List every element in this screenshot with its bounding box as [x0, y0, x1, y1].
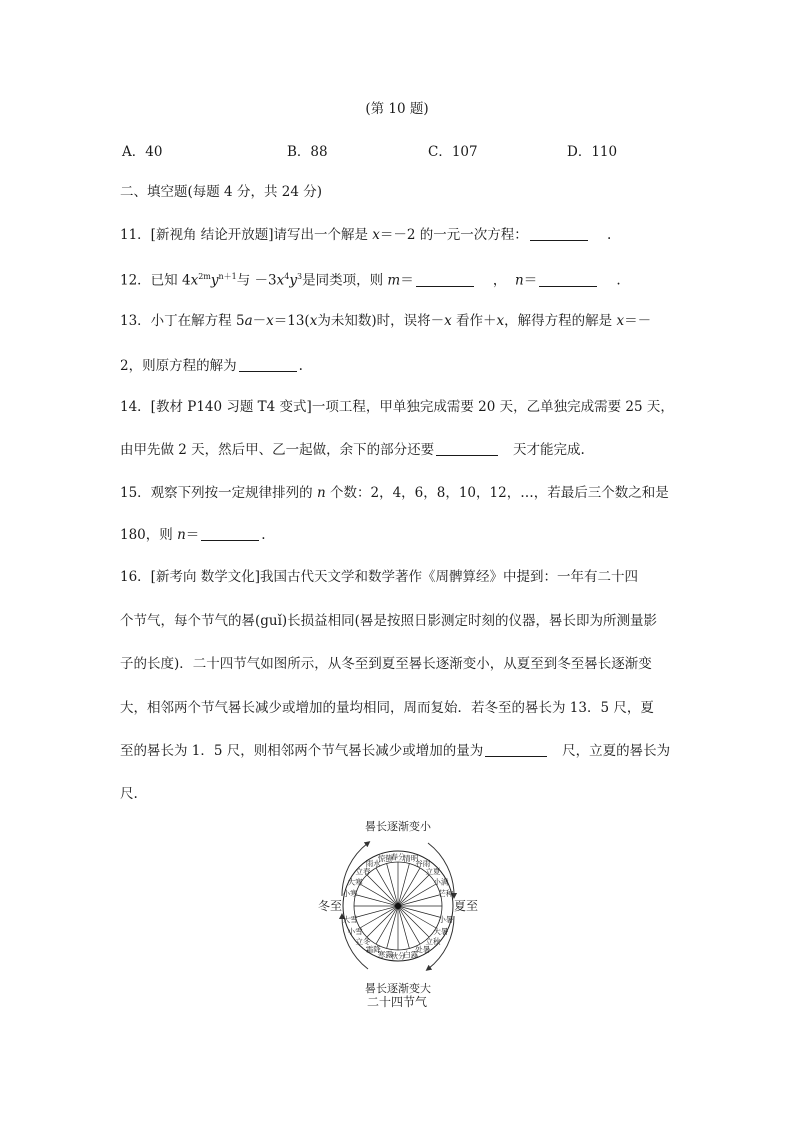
solar-term-label: 小雪 [347, 926, 363, 936]
answer-blank [485, 742, 547, 757]
question-15-line-1: 15．观察下列按一定规律排列的 n 个数：2，4，6，8，10，12，…，若最后三个数之和是 [120, 485, 669, 501]
figure-caption-q10: (第 10 题) [365, 101, 429, 117]
question-14-line-2: 由甲先做 2 天，然后甲、乙一起做，余下的部分还要 天才能完成. [120, 442, 585, 458]
question-11: 11．[新视角 结论开放题]请写出一个解是 x＝－2 的一元一次方程： . [120, 227, 612, 243]
spoke [355, 906, 398, 917]
solar-term-label: 寒露 [377, 949, 393, 959]
solar-term-label: 大暑 [433, 926, 449, 936]
question-16-line-6: 尺. [120, 786, 138, 802]
question-14-line-1: 14．[教材 P140 习题 T4 变式]一项工程，甲单独完成需要 20 天，乙单独完成需要 25 天， [120, 399, 674, 415]
section-title: 二、填空题(每题 4 分，共 24 分) [120, 184, 322, 200]
spoke [387, 906, 398, 949]
question-13-line-1: 13．小丁在解方程 5a－x＝13(x为未知数)时，误将－x 看作＋x，解得方程的解是 x＝－ [120, 313, 652, 329]
solar-term-label: 芒种 [438, 889, 454, 899]
solar-term-label: 立秋 [425, 937, 441, 947]
answer-blank [436, 441, 498, 456]
question-16-line-5: 至的晷长为 1．5 尺，则相邻两个节气晷长减少或增加的量为 尺，立夏的晷长为 [120, 743, 671, 759]
spoke [387, 863, 398, 906]
question-16-line-1: 16．[新考向 数学文化]我国古代天文学和数学著作《周髀算经》中提到：一年有二十四 [120, 569, 639, 585]
diagram-bottom-label: 晷长逐渐变大 [365, 982, 431, 994]
center-dot [395, 903, 401, 909]
diagram-top-label: 晷长逐渐变小 [365, 820, 431, 833]
solar-term-label: 小满 [433, 877, 449, 887]
solar-term-label: 立春 [355, 866, 371, 876]
solar-term-label: 大寒 [347, 877, 363, 887]
answer-blank [239, 357, 297, 372]
option-b: B．88 [287, 144, 328, 160]
answer-blank [416, 272, 474, 287]
question-16-line-2: 个节气，每个节气的晷(guǐ)长损益相同(晷是按照日影测定时刻的仪器，晷长即为所测量影 [120, 613, 657, 629]
option-d: D．110 [567, 144, 618, 160]
question-15-line-2: 180，则 n＝ . [120, 527, 266, 543]
answer-blank [201, 526, 259, 541]
spoke [398, 895, 441, 906]
answer-blank [539, 272, 597, 287]
option-c: C．107 [428, 144, 478, 160]
option-a: A．40 [122, 144, 163, 160]
spoke [398, 906, 409, 949]
spoke [398, 863, 409, 906]
solar-term-label: 立冬 [355, 937, 371, 947]
spoke [355, 895, 398, 906]
diagram-right-label: 夏至 [454, 899, 479, 913]
question-13-line-2: 2，则原方程的解为 . [120, 358, 303, 374]
solar-term-label: 处暑 [415, 944, 431, 954]
solar-term-label: 秋分 [390, 951, 406, 961]
solar-terms-diagram [312, 816, 492, 994]
solar-term-label: 清明 [403, 854, 419, 864]
solar-term-label: 大雪 [342, 914, 358, 924]
diagram-caption: 二十四节气 [366, 995, 427, 1009]
diagram-left-label: 冬至 [318, 899, 343, 913]
solar-term-label: 谷雨 [415, 859, 431, 869]
solar-term-label: 雨水 [365, 859, 381, 869]
question-16-line-3: 子的长度)．二十四节气如图所示，从冬至到夏至晷长逐渐变小，从夏至到冬至晷长逐渐变 [120, 656, 652, 672]
answer-blank [530, 226, 588, 241]
solar-term-label: 小暑 [438, 914, 454, 924]
solar-term-label: 小寒 [342, 889, 358, 899]
solar-term-label: 白露 [403, 949, 419, 959]
solar-term-label: 春分 [390, 852, 406, 862]
solar-term-label: 惊蛰 [377, 854, 393, 864]
solar-term-label: 立夏 [425, 866, 441, 876]
question-12: 12．已知 $4x^{2m}y^{n+1}$与 $-3x^4y^3$是同类项，则 m＝ ， n＝ . [120, 272, 621, 289]
spoke [398, 906, 441, 917]
question-16-line-4: 大，相邻两个节气晷长减少或增加的量均相同，周而复始．若冬至的晷长为 13．5 尺，夏 [120, 700, 654, 716]
solar-term-label: 霜降 [365, 944, 381, 954]
